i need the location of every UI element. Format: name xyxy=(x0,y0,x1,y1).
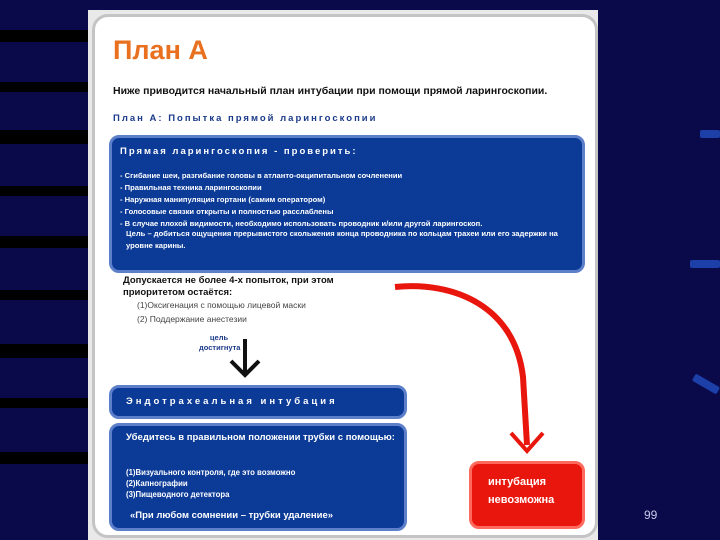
check-box-heading: Прямая ларингоскопия - проверить: xyxy=(120,146,358,157)
page-number: 99 xyxy=(644,508,658,522)
background-stripe xyxy=(0,344,88,358)
background-stripe xyxy=(0,452,88,464)
background-stripe xyxy=(0,236,88,248)
background-accent xyxy=(692,374,720,395)
confirm-method: (3)Пищеводного детектора xyxy=(126,490,230,499)
background-stripe xyxy=(0,82,88,92)
curved-red-arrow-icon xyxy=(395,286,543,451)
flow-arrows xyxy=(95,17,595,535)
background-stripe xyxy=(0,290,88,300)
priority-item: (2) Поддержание анестезии xyxy=(137,314,247,324)
check-list-item: - Наружная манипуляция гортани (самим оператором) xyxy=(120,194,580,206)
goal-label-line: цель xyxy=(209,333,229,342)
check-list-item: - В случае плохой видимости, необходимо использовать проводник и/или другой ларингоскоп. xyxy=(120,218,580,230)
background-stripe xyxy=(0,398,88,408)
doubt-rule: «При любом сомнении – трубки удаление» xyxy=(130,510,334,521)
failure-line: невозможна xyxy=(488,494,555,506)
check-list-item: - Правильная техника ларингоскопии xyxy=(120,182,580,194)
eti-heading: Эндотрахеальная интубация xyxy=(126,396,338,407)
section-heading: План А: Попытка прямой ларингоскопии xyxy=(113,113,378,124)
goal-text: Цель – добиться ощущения прерывистого скольжения конца проводника по кольцам трахеи или его задержки на уровне карины. xyxy=(126,229,558,250)
confirm-method: (1)Визуального контроля, где это возможно xyxy=(126,468,296,477)
attempt-limit-line: приоритетом остаётся: xyxy=(123,287,233,298)
background-stripe xyxy=(0,186,88,196)
confirm-method: (2)Капнографии xyxy=(126,479,188,488)
background-stripe xyxy=(0,130,88,144)
check-list-item: - Сгибание шеи, разгибание головы в атланто-окципитальном сочленении xyxy=(120,170,580,182)
background-accent xyxy=(690,260,720,268)
priority-item: (1)Оксигенация с помощью лицевой маски xyxy=(137,300,306,310)
failure-line: интубация xyxy=(488,476,547,488)
check-list-item: - Голосовые связки открыты и полностью расслаблены xyxy=(120,206,580,218)
content-panel xyxy=(92,14,598,538)
slide-title: План А xyxy=(113,35,208,65)
intro-text: Ниже приводится начальный план интубации при помощи прямой ларингоскопии. xyxy=(113,85,548,97)
background-accent xyxy=(700,130,720,138)
background-stripe xyxy=(0,30,88,42)
down-arrow-icon xyxy=(231,339,259,375)
goal-label-line: достигнута xyxy=(199,343,241,352)
slide xyxy=(88,10,598,540)
confirm-heading: Убедитесь в правильном положении трубки с помощью: xyxy=(126,432,395,443)
attempt-limit-line: Допускается не более 4-х попыток, при этом xyxy=(123,275,334,286)
